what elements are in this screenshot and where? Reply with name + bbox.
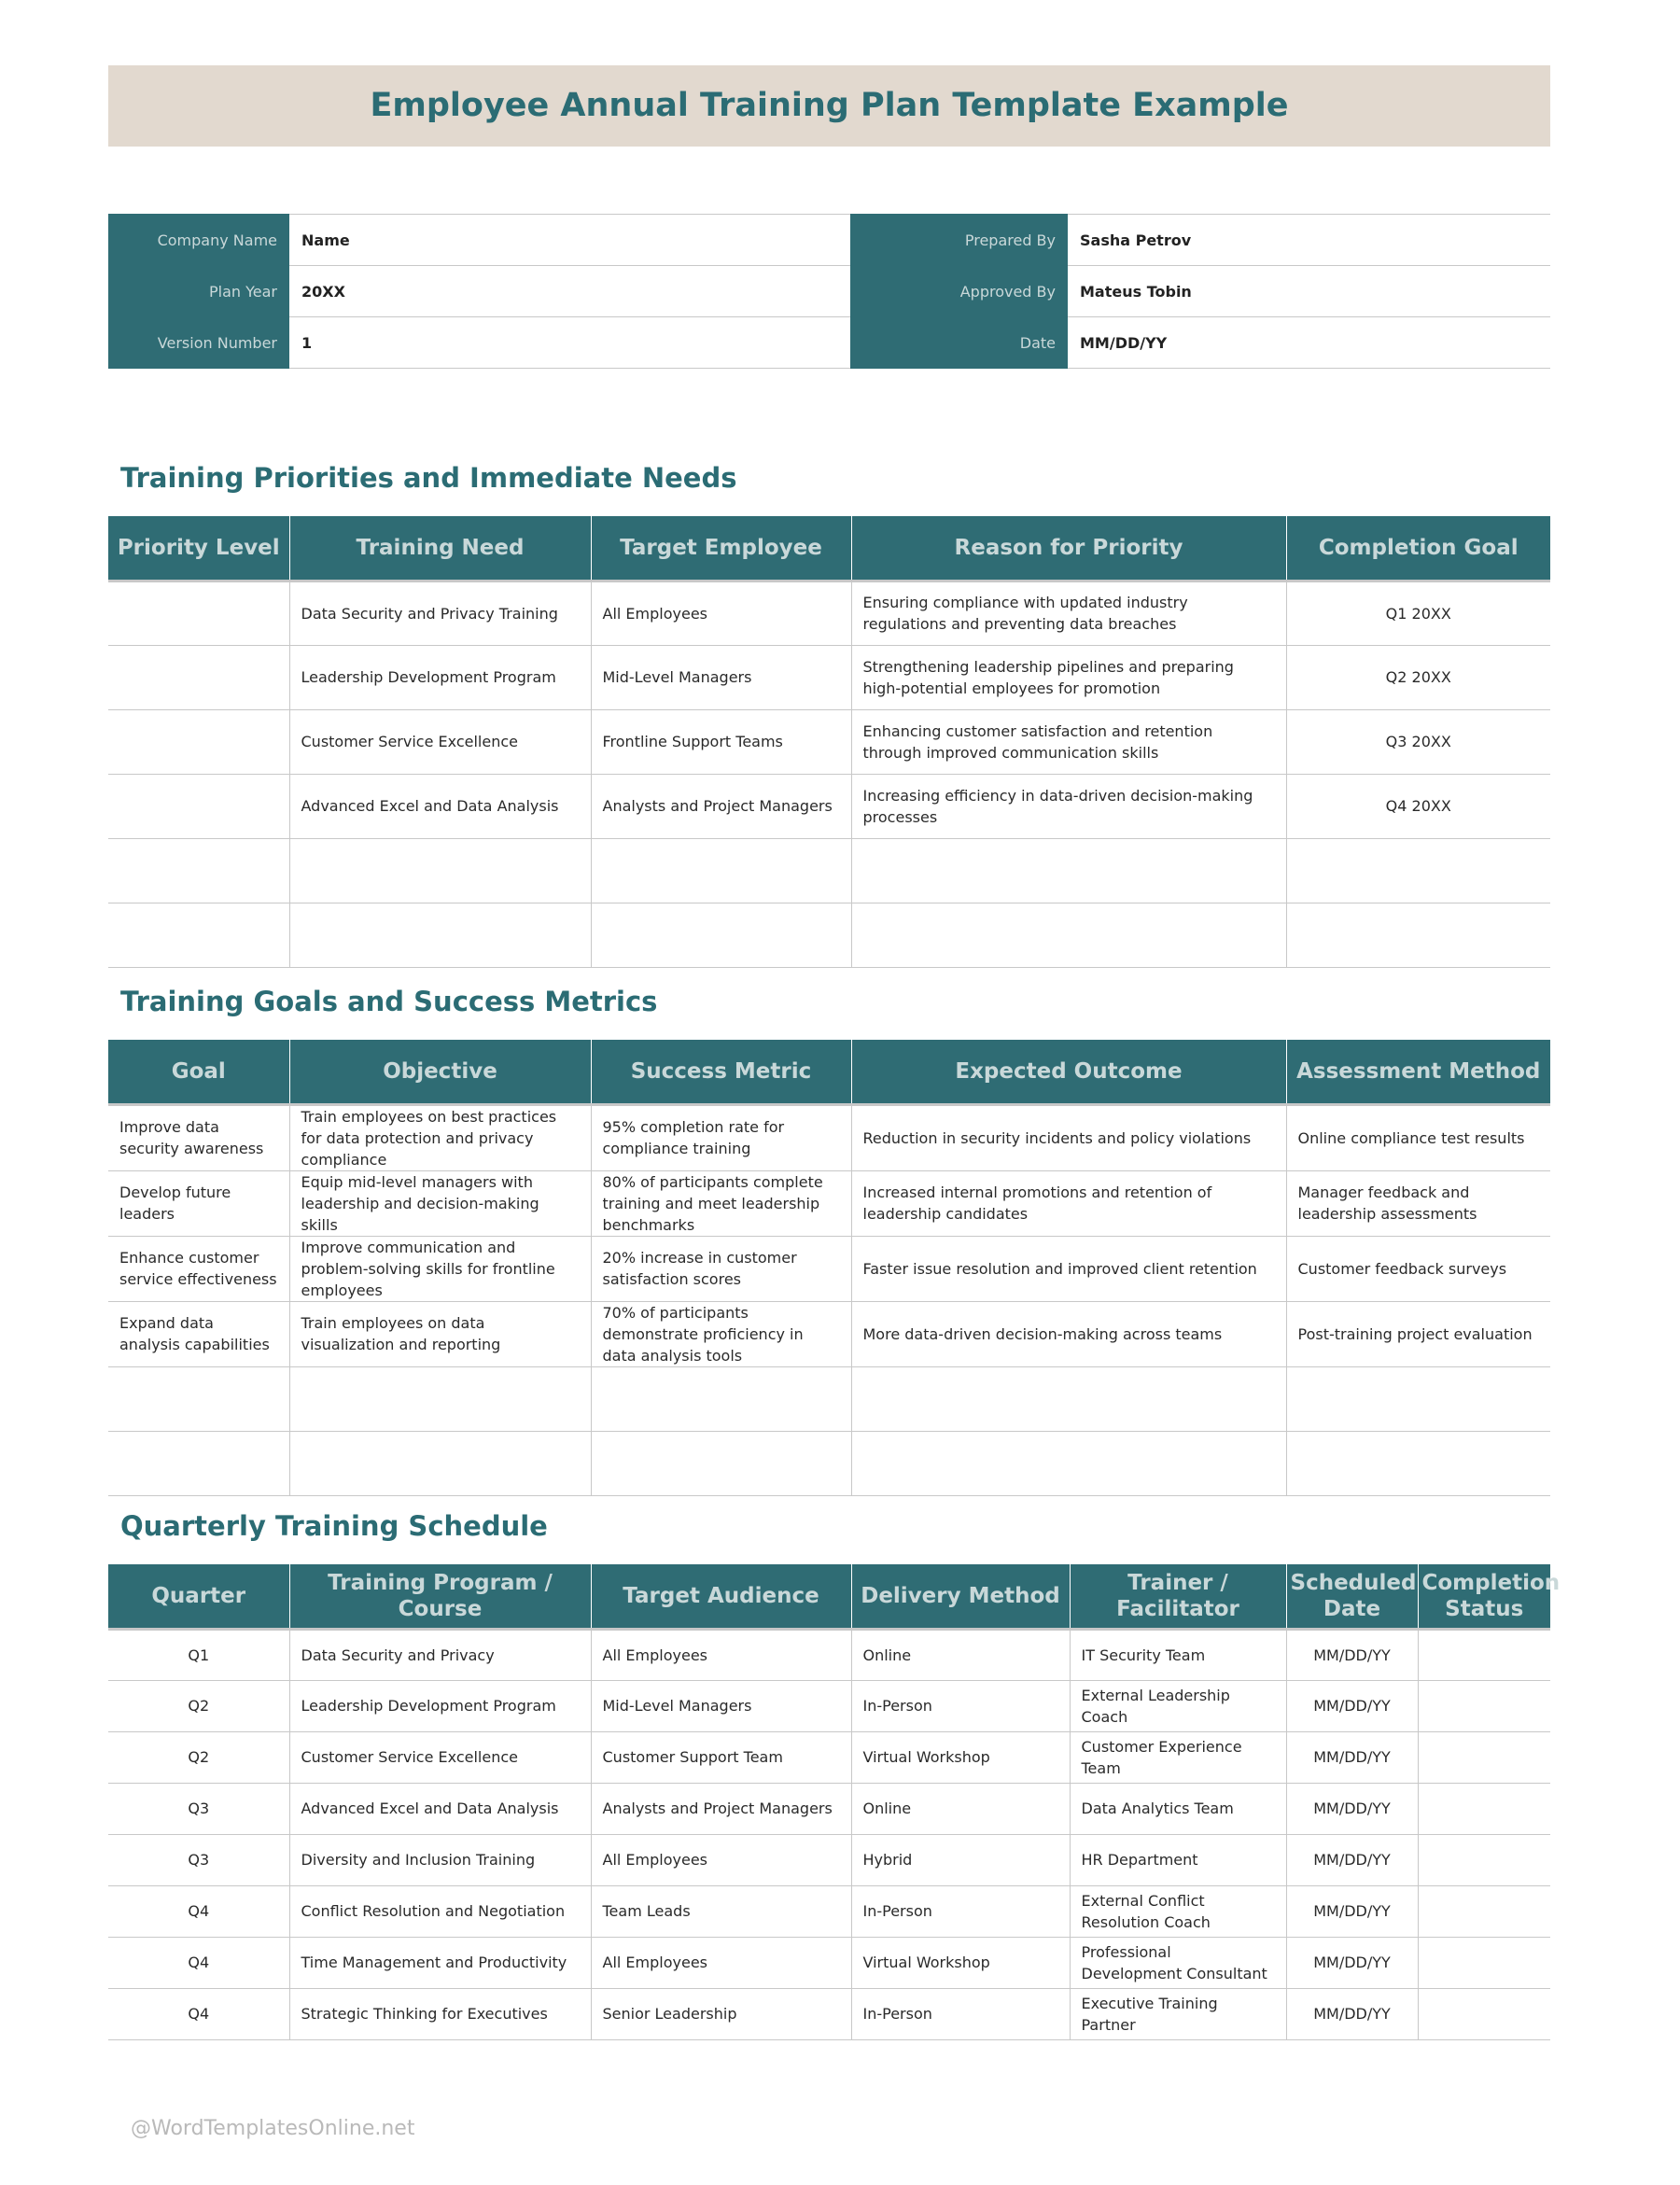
table-row — [108, 1937, 1550, 1988]
table-row — [108, 581, 1550, 645]
table-cell[interactable]: Customer Experience Team — [1070, 1731, 1286, 1783]
table-cell[interactable]: Analysts and Project Managers — [591, 1783, 851, 1834]
table-cell[interactable]: Q2 — [108, 1680, 289, 1731]
table-cell[interactable]: Strategic Thinking for Executives — [289, 1988, 591, 2039]
table-cell[interactable]: In-Person — [851, 1885, 1070, 1937]
prepared-by-field[interactable]: Sasha Petrov — [1068, 215, 1550, 266]
table-row — [108, 1783, 1550, 1834]
table-cell[interactable] — [591, 903, 851, 967]
table-row — [108, 1885, 1550, 1937]
schedule-column-header: Quarter — [108, 1564, 289, 1629]
table-row — [108, 1431, 1550, 1495]
table-cell[interactable]: Advanced Excel and Data Analysis — [289, 1783, 591, 1834]
company-name-label: Company Name — [108, 215, 289, 266]
table-cell[interactable]: HR Department — [1070, 1834, 1286, 1885]
table-cell[interactable]: Data Security and Privacy — [289, 1629, 591, 1680]
schedule-header-row — [108, 1564, 1550, 1629]
info-row — [850, 215, 1550, 266]
table-cell[interactable] — [1418, 1885, 1550, 1937]
table-cell[interactable]: MM/DD/YY — [1286, 1783, 1418, 1834]
table-cell[interactable] — [108, 709, 289, 774]
table-cell[interactable]: All Employees — [591, 1937, 851, 1988]
table-cell[interactable]: Customer Service Excellence — [289, 709, 591, 774]
table-cell[interactable]: All Employees — [591, 1629, 851, 1680]
table-cell[interactable] — [108, 645, 289, 709]
info-table-right — [850, 214, 1550, 369]
table-cell[interactable] — [289, 1366, 591, 1431]
table-cell[interactable]: Reduction in security incidents and policy violations — [851, 1104, 1286, 1170]
table-cell[interactable]: Q1 — [108, 1629, 289, 1680]
goals-section-title: Training Goals and Success Metrics — [120, 986, 658, 1017]
table-cell[interactable]: Virtual Workshop — [851, 1937, 1070, 1988]
priorities-table — [108, 516, 1550, 968]
plan-year-label: Plan Year — [108, 266, 289, 317]
table-cell[interactable]: Q3 20XX — [1286, 709, 1550, 774]
schedule-column-header: Trainer / Facilitator — [1070, 1564, 1286, 1629]
table-cell[interactable]: All Employees — [591, 581, 851, 645]
info-row — [108, 215, 850, 266]
table-cell[interactable] — [1286, 1366, 1550, 1431]
table-row — [108, 838, 1550, 903]
table-row — [108, 1236, 1550, 1301]
info-row — [108, 266, 850, 317]
table-cell[interactable]: Online — [851, 1629, 1070, 1680]
table-cell[interactable]: Increased internal promotions and retention of leadership candidates — [851, 1170, 1286, 1236]
table-cell[interactable]: Ensuring compliance with updated industry regulations and preventing data breaches — [851, 581, 1286, 645]
table-cell[interactable]: Enhance customer service effectiveness — [108, 1236, 289, 1301]
table-row — [108, 1629, 1550, 1680]
table-cell[interactable] — [1286, 1431, 1550, 1495]
table-cell[interactable]: 20% increase in customer satisfaction scores — [591, 1236, 851, 1301]
table-cell[interactable] — [108, 1366, 289, 1431]
table-cell[interactable]: Team Leads — [591, 1885, 851, 1937]
table-cell[interactable]: Leadership Development Program — [289, 1680, 591, 1731]
goals-column-header: Objective — [289, 1040, 591, 1104]
table-cell[interactable]: Expand data analysis capabilities — [108, 1301, 289, 1366]
approved-by-label: Approved By — [850, 266, 1068, 317]
table-cell[interactable]: Time Management and Productivity — [289, 1937, 591, 1988]
table-cell[interactable] — [1418, 1731, 1550, 1783]
table-cell[interactable]: Professional Development Consultant — [1070, 1937, 1286, 1988]
table-cell[interactable] — [1286, 838, 1550, 903]
table-cell[interactable] — [108, 1431, 289, 1495]
table-row — [108, 1834, 1550, 1885]
table-cell[interactable]: Faster issue resolution and improved client retention — [851, 1236, 1286, 1301]
table-cell[interactable] — [108, 838, 289, 903]
table-cell[interactable]: Q3 — [108, 1834, 289, 1885]
table-cell[interactable]: Q4 — [108, 1937, 289, 1988]
table-cell[interactable] — [851, 1431, 1286, 1495]
table-cell[interactable] — [591, 838, 851, 903]
table-cell[interactable]: MM/DD/YY — [1286, 1885, 1418, 1937]
priorities-header-row — [108, 516, 1550, 581]
table-cell[interactable] — [851, 838, 1286, 903]
table-cell[interactable]: Customer Support Team — [591, 1731, 851, 1783]
table-row — [108, 1680, 1550, 1731]
table-row — [108, 774, 1550, 838]
schedule-section-title: Quarterly Training Schedule — [120, 1510, 548, 1542]
table-cell[interactable] — [851, 1366, 1286, 1431]
table-cell[interactable] — [289, 1431, 591, 1495]
goals-column-header: Success Metric — [591, 1040, 851, 1104]
table-cell[interactable]: Improve data security awareness — [108, 1104, 289, 1170]
table-cell[interactable]: Strengthening leadership pipelines and preparing high-potential employees for promotion — [851, 645, 1286, 709]
table-row — [108, 1104, 1550, 1170]
goals-table — [108, 1040, 1550, 1496]
priorities-section-title: Training Priorities and Immediate Needs — [120, 462, 737, 494]
table-cell[interactable] — [1418, 1629, 1550, 1680]
table-cell[interactable]: Post-training project evaluation — [1286, 1301, 1550, 1366]
priorities-column-header: Priority Level — [108, 516, 289, 581]
table-cell[interactable] — [108, 774, 289, 838]
table-row — [108, 709, 1550, 774]
table-cell[interactable]: MM/DD/YY — [1286, 1937, 1418, 1988]
table-cell[interactable]: Virtual Workshop — [851, 1731, 1070, 1783]
table-cell[interactable] — [1418, 1783, 1550, 1834]
table-cell[interactable]: 80% of participants complete training and meet leadership benchmarks — [591, 1170, 851, 1236]
table-cell[interactable] — [1418, 1937, 1550, 1988]
table-cell[interactable]: Analysts and Project Managers — [591, 774, 851, 838]
table-cell[interactable]: In-Person — [851, 1988, 1070, 2039]
table-cell[interactable]: Manager feedback and leadership assessments — [1286, 1170, 1550, 1236]
table-cell[interactable]: Q4 — [108, 1988, 289, 2039]
info-row — [850, 317, 1550, 369]
table-cell[interactable] — [1418, 1988, 1550, 2039]
table-cell[interactable]: Data Analytics Team — [1070, 1783, 1286, 1834]
info-row — [108, 317, 850, 369]
table-cell[interactable]: Customer Service Excellence — [289, 1731, 591, 1783]
table-cell[interactable] — [851, 903, 1286, 967]
table-cell[interactable]: Senior Leadership — [591, 1988, 851, 2039]
approved-by-field[interactable]: Mateus Tobin — [1068, 266, 1550, 317]
table-cell[interactable]: Mid-Level Managers — [591, 645, 851, 709]
goals-column-header: Assessment Method — [1286, 1040, 1550, 1104]
table-cell[interactable] — [289, 838, 591, 903]
goals-column-header: Expected Outcome — [851, 1040, 1286, 1104]
table-cell[interactable] — [1286, 903, 1550, 967]
schedule-column-header: Training Program / Course — [289, 1564, 591, 1629]
schedule-column-header: Completion Status — [1418, 1564, 1550, 1629]
table-cell[interactable]: In-Person — [851, 1680, 1070, 1731]
table-cell[interactable] — [591, 1431, 851, 1495]
table-cell[interactable]: IT Security Team — [1070, 1629, 1286, 1680]
version-number-label: Version Number — [108, 317, 289, 369]
schedule-column-header: Target Audience — [591, 1564, 851, 1629]
table-cell[interactable]: Online — [851, 1783, 1070, 1834]
info-table-left — [108, 214, 850, 369]
table-row — [108, 645, 1550, 709]
table-cell[interactable]: MM/DD/YY — [1286, 1834, 1418, 1885]
table-cell[interactable]: More data-driven decision-making across teams — [851, 1301, 1286, 1366]
table-cell[interactable]: Data Security and Privacy Training — [289, 581, 591, 645]
table-cell[interactable]: Develop future leaders — [108, 1170, 289, 1236]
table-row — [108, 1170, 1550, 1236]
page-title: Employee Annual Training Plan Template Example — [370, 87, 1289, 124]
table-cell[interactable]: Customer feedback surveys — [1286, 1236, 1550, 1301]
info-row — [850, 266, 1550, 317]
table-cell[interactable]: Diversity and Inclusion Training — [289, 1834, 591, 1885]
table-cell[interactable]: Leadership Development Program — [289, 645, 591, 709]
prepared-by-label: Prepared By — [850, 215, 1068, 266]
schedule-column-header: Scheduled Date — [1286, 1564, 1418, 1629]
table-cell[interactable]: Improve communication and problem-solving skills for frontline employees — [289, 1236, 591, 1301]
table-cell[interactable]: Q2 — [108, 1731, 289, 1783]
priorities-column-header: Completion Goal — [1286, 516, 1550, 581]
table-cell[interactable]: Increasing efficiency in data-driven decision-making processes — [851, 774, 1286, 838]
table-cell[interactable]: Train employees on best practices for data protection and privacy compliance — [289, 1104, 591, 1170]
priorities-column-header: Reason for Priority — [851, 516, 1286, 581]
table-cell[interactable]: Hybrid — [851, 1834, 1070, 1885]
table-cell[interactable]: Q1 20XX — [1286, 581, 1550, 645]
table-cell[interactable]: MM/DD/YY — [1286, 1680, 1418, 1731]
goals-header-row — [108, 1040, 1550, 1104]
date-label: Date — [850, 317, 1068, 369]
table-cell[interactable]: MM/DD/YY — [1286, 1731, 1418, 1783]
table-cell[interactable]: Q3 — [108, 1783, 289, 1834]
table-cell[interactable]: Equip mid-level managers with leadership and decision-making skills — [289, 1170, 591, 1236]
version-number-field[interactable]: 1 — [289, 317, 850, 369]
table-row — [108, 1731, 1550, 1783]
priorities-column-header: Target Employee — [591, 516, 851, 581]
table-cell[interactable]: Mid-Level Managers — [591, 1680, 851, 1731]
table-cell[interactable] — [108, 581, 289, 645]
table-row — [108, 1366, 1550, 1431]
table-cell[interactable] — [1418, 1680, 1550, 1731]
table-cell[interactable] — [1418, 1834, 1550, 1885]
table-cell[interactable]: Executive Training Partner — [1070, 1988, 1286, 2039]
company-name-field[interactable]: Name — [289, 215, 850, 266]
date-field[interactable]: MM/DD/YY — [1068, 317, 1550, 369]
table-cell[interactable]: Q4 20XX — [1286, 774, 1550, 838]
plan-year-field[interactable]: 20XX — [289, 266, 850, 317]
table-cell[interactable]: Advanced Excel and Data Analysis — [289, 774, 591, 838]
table-cell[interactable]: Train employees on data visualization and reporting — [289, 1301, 591, 1366]
table-row — [108, 1988, 1550, 2039]
schedule-table — [108, 1564, 1561, 2040]
table-cell[interactable]: Enhancing customer satisfaction and retention through improved communication skills — [851, 709, 1286, 774]
table-cell[interactable] — [591, 1366, 851, 1431]
table-cell[interactable] — [289, 903, 591, 967]
table-cell[interactable]: All Employees — [591, 1834, 851, 1885]
table-cell[interactable]: MM/DD/YY — [1286, 1629, 1418, 1680]
table-cell[interactable]: External Leadership Coach — [1070, 1680, 1286, 1731]
goals-column-header: Goal — [108, 1040, 289, 1104]
title-banner — [108, 65, 1550, 147]
table-cell[interactable]: Q4 — [108, 1885, 289, 1937]
table-cell[interactable]: Q2 20XX — [1286, 645, 1550, 709]
table-cell[interactable]: External Conflict Resolution Coach — [1070, 1885, 1286, 1937]
schedule-column-header: Delivery Method — [851, 1564, 1070, 1629]
table-row — [108, 903, 1550, 967]
table-cell[interactable]: Frontline Support Teams — [591, 709, 851, 774]
table-cell[interactable]: Online compliance test results — [1286, 1104, 1550, 1170]
table-row — [108, 1301, 1550, 1366]
table-cell[interactable]: MM/DD/YY — [1286, 1988, 1418, 2039]
table-cell[interactable]: Conflict Resolution and Negotiation — [289, 1885, 591, 1937]
table-cell[interactable]: 95% completion rate for compliance training — [591, 1104, 851, 1170]
table-cell[interactable]: 70% of participants demonstrate proficiency in data analysis tools — [591, 1301, 851, 1366]
table-cell[interactable] — [108, 903, 289, 967]
priorities-column-header: Training Need — [289, 516, 591, 581]
footer-watermark: @WordTemplatesOnline.net — [131, 2117, 415, 2140]
